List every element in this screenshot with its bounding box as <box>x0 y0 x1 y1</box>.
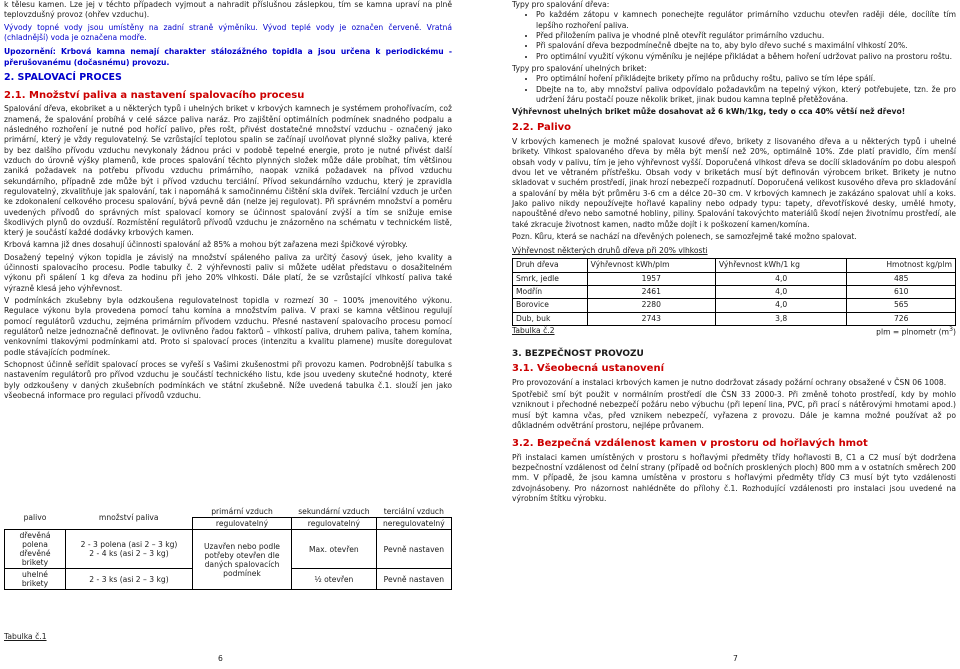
table-cell: 1957 <box>587 272 715 285</box>
table-cell: 3,8 <box>715 312 846 325</box>
table-header: Druh dřeva <box>513 259 588 272</box>
section-3-heading: 3. BEZPEČNOST PROVOZU <box>512 348 644 359</box>
table-cell: uhelné brikety <box>5 569 66 590</box>
section-2-2-heading: 2.2. Palivo <box>512 122 572 134</box>
page-number-left: 6 <box>218 654 223 663</box>
table-2-footer <box>512 326 956 338</box>
intro-paragraph: k tělesu kamen. Lze jej v téchto případech vyjmout a nahradit příslušnou záslepkou, tím se kamna upraví na plně teplovzdušný provoz (ohřev vzduchu). <box>4 0 452 20</box>
table-header: sekundární vzduch <box>298 507 370 516</box>
table-cell: Borovice <box>513 299 588 312</box>
general-paragraph-2: Spotřebič smí být použit v normálním prostředí dle ČSN 33 2000-3. Při změně tohoto prostředí, kdy by mohlo vzniknout i přechodné nebezpečí požáru nebo výbuchu (při lepení lina, PVC, při prací s nátěrovými hmotami apod.) musí být kamna včas, před vznikem nebezpečí, vyřazena z provozu. Dále je kamna možné používat až po důkladném odvětrání prostoru, nejlépe průvanem. <box>512 390 956 430</box>
table-cell: Dub, buk <box>513 312 588 325</box>
table-cell: 2280 <box>587 299 715 312</box>
table-cell: dřevěná polena dřevěné brikety <box>5 530 66 569</box>
table-2-note <box>876 326 956 338</box>
table-2-note-end: ) <box>953 327 956 337</box>
table-cell: 2461 <box>587 286 715 299</box>
table-cell: Smrk, jedle <box>513 272 588 285</box>
briquette-warning: Výhřevnost uhelných briket může dosahovat až 6 kWh/1kg, tedy o cca 40% větší než dřevo! <box>512 107 906 117</box>
wood-tips-title: Typy pro spalování dřeva: <box>512 0 610 9</box>
table-header: množství paliva <box>98 513 159 522</box>
table-subheader: regulovatelný <box>193 518 292 530</box>
warning-paragraph: Upozornění: Krbová kamna nemají charakter stálozážného topidla a jsou určena k periodickému - přerušovanému (dočasnému) provozu. <box>4 47 452 67</box>
table-cell: 4,0 <box>715 286 846 299</box>
table-row <box>513 299 956 312</box>
settings-paragraph: Schopnost účinně seřídit spalovací proces se vyřeší s Vašimi zkušenostmi při provozu kamen. Podrobnější tabulka s nastavením regulátorů pro přívod vzduchu je součástí technického listu, kde jsou uvedeny skutečné hodnoty, které byly odzkoušeny v daných zkušebních podmínkách ve státní zkušebně. Níže uvedená tabulka č.1. slouží jen jako všeobecná informace pro regulaci přívodů vzduchu. <box>4 359 452 400</box>
wood-heat-table <box>512 258 956 326</box>
section-2-1-heading: 2.1. Množství paliva a nastavení spalovacího procesu <box>4 89 305 101</box>
fuel-paragraph: V krbových kamenech je možné spalovat kusové dřevo, brikety z lisovaného dřeva a u některých typů i uhelné brikety. Vlhkost spalovaného dřeva by měla být menší než 20%, optimálně 10%. Zde platí pravidlo, čím menší obsah vody v palivu, tím je jeho výhřevnost vyšší. Doporučená vlhkost dřeva se docílí skladováním po dobu alespoň dvou let ve větraném přístřešku. Obsah vody v briketách musí být definován výrobcem briket. Brikety je nutno skladovat v suchém prostředí, jinak hrozí nebezpečí rozpadnutí. Doporučená velikost kusového dřeva pro skladování a spalování by měla být průměru 3-6 cm a délce 20–30 cm. V krbových kamnech je zakázáno spalovat uhlí a koks. Jako palivo nikdy nepoužívejte hořlavé kapaliny nebo odpady typu: tapety, dřevotřískové desky, umělé hmoty, napouštěné dřevo nebo samotné hobliny, piliny. Spalování takovýchto materiálů škodí nejen životnímu prostředí, ale také zkracuje životnost kamen, nadto může dojít i k poškození kamen/komína. <box>512 137 956 229</box>
table-cell: Max. otevřen <box>292 530 377 569</box>
table-header: primární vzduch <box>211 507 273 516</box>
table-cell: ½ otevřen <box>292 569 377 590</box>
section-3-1-heading: 3.1. Všeobecná ustanovení <box>512 363 664 375</box>
table-cell: Uzavřen nebo podle potřeby otevřen dle daných spalovacích podmínek <box>193 530 292 590</box>
list-item: • Po každém zátopu v kamnech ponechejte regulátor primárního vzduchu otevřen raději déle, docílíte tím lepšího rozhoření paliva. <box>536 10 956 31</box>
table-2-note-text: plm = plnometr (m <box>876 327 949 337</box>
list-item: • Dbejte na to, aby množství paliva odpovídalo požadavkům na tepelný výkon, který potřebujete, tzn. že pro udržení žáru postačí pouze několik briket, jinak budou kamna teplně přetěžována. <box>536 85 956 106</box>
list-item: • Pro optimální využití výkonu výměníku je nejlépe přikládat a během hoření udržovat palivo na prostoru roštu. <box>536 52 956 62</box>
table-subheader: neregulovatelný <box>376 518 451 530</box>
efficiency-paragraph: Krbová kamna již dnes dosahují účinnosti spalování až 85% a mohou být zařazena mezi špičkové výrobky. <box>4 240 408 250</box>
table-subheader: regulovatelný <box>292 518 377 530</box>
regulation-paragraph: V podmínkách zkušebny byla odzkoušena regulovatelnost topidla v rozmezí 30 – 100% jmenovitého výkonu. Regulace výkonu byla provedena pomocí tahu komína a množstvím paliva. V praxi se kamna většinou regulují pomocí regulátorů vzduchu, zejména primárním přívodem vzduchu. Přesné nastavení spalovacího procesu pomocí regulátorů nelze jednoznačně definovat. Je ovlivněno řadou faktorů – vlhkostí paliva, druhem paliva, tahem komína, venkovními tlakovými podmínkami atd. Proto si spalovací proces (intenzitu a kvalitu plamene) musíte doregulovat podle stávajících podmínek. <box>4 296 452 357</box>
left-page <box>4 0 452 403</box>
page-number-right: 7 <box>733 654 738 663</box>
list-item: • Pro optimální hoření přikládejte brikety přímo na průduchy roštu, palivo se tím lépe spálí. <box>536 74 956 84</box>
water-outlets-paragraph: Vývody topné vody jsou umístěny na zadní straně výměníku. Vývod teplé vody je označen červeně. Vratná (chladnější) voda je označena modře. <box>4 22 452 42</box>
table-cell: 565 <box>847 299 956 312</box>
table-cell-line: 2 - 3 polena (asi 2 – 3 kg) <box>80 540 178 549</box>
table-cell: 610 <box>847 286 956 299</box>
table-cell: 2743 <box>587 312 715 325</box>
list-item: • Před přiložením paliva je vhodné plně otevřít regulátor primárního vzduchu. <box>536 31 956 41</box>
distance-paragraph: Při instalaci kamen umístěných v prostoru s hořlavými předměty třídy hořlavosti B, C1 a C2 musí být dodržena bezpečnostní vzdálenost od čelní strany (případě od bočních prosklených ploch) 800 mm a v ostatních směrech 200 mm. V případě, že jsou kamna umístěna v prostoru s hořlavými předměty třídy C3 musí být tyto vzdálenosti zdvojnásobeny. Pro názornost nahlédněte do přílohy č.1. Rozhodující vzdálenosti pro instalaci jsou uvedené na výrobním štítku výrobku. <box>512 452 956 504</box>
table-header: Výhřevnost kWh/plm <box>587 259 715 272</box>
section-2-heading: 2. SPALOVACÍ PROCES <box>4 71 122 83</box>
table-2-title: Výhřevnost některých druhů dřeva při 20% vlhkosti <box>512 246 708 256</box>
table-row <box>513 286 956 299</box>
table-cell: Pevně nastaven <box>376 569 451 590</box>
general-paragraph-1: Pro provozování a instalaci krbových kamen je nutno dodržovat zásady požární ochrany obsažené v ČSN 06 1008. <box>512 377 947 387</box>
table-header: terciální vzduch <box>383 507 444 516</box>
note-paragraph: Pozn. Kůru, která se nachází na dřevěných polenech, se samozřejmě také možno spalovat. <box>512 231 857 241</box>
table-row <box>513 312 956 325</box>
table-cell: Modřín <box>513 286 588 299</box>
table-2-caption: Tabulka č.2 <box>512 326 555 336</box>
table-cell: 726 <box>847 312 956 325</box>
list-item: • Při spalování dřeva bezpodmínečně dbejte na to, aby bylo dřevo suché s maximální vlhkostí 20%. <box>536 41 956 51</box>
table-cell: 2 - 3 ks (asi 2 – 3 kg) <box>66 569 193 590</box>
heat-output-paragraph: Dosažený tepelný výkon topidla je závislý na množství spáleného paliva za určitý časový úsek, jeho kvality a účinnosti spalovacího procesu. Podle tabulky č. 2 výhřevnosti paliv si můžete udělat představu o dosažitelném výkonu při spálení 1 kg dřeva za hodinu při jeho 20% vlhkosti. Dále platí, že se vzrůstající vlhkostí paliva také výrazně klesá jeho výhřevnost. <box>4 252 452 293</box>
section-3-2-heading: 3.2. Bezpečná vzdálenost kamen v prostoru od hořlavých hmot <box>512 438 868 450</box>
table-header: palivo <box>23 513 47 522</box>
briquette-tips-title: Typy pro spalování uhelných briket: <box>512 63 647 73</box>
table-cell: 4,0 <box>715 272 846 285</box>
table-row <box>513 272 956 285</box>
table-cell: Pevně nastaven <box>376 530 451 569</box>
briquette-tips-list <box>512 74 956 105</box>
right-page <box>512 0 956 506</box>
table-cell: 4,0 <box>715 299 846 312</box>
table-cell <box>66 530 193 569</box>
table-cell-line: 2 - 4 ks (asi 2 – 3 kg) <box>89 549 169 558</box>
wood-tips-list <box>512 10 956 62</box>
combustion-paragraph: Spalování dřeva, ekobriket a u některých typů i uhelných briket v krbových kamnech je systémem prohořívacím, což znamená, že spalování probíhá v celé sázce paliva naráz. Pro zajištění optimálních podmínek snadného podpalu a následného rozhoření je nutné pod hořící palivo, přes rošt, přivést dostatečné množství vzduchu - označený jako primární, který je vždy regulovatelný. Se vzrůstající teplotou spalin se začínají uvolňovat plynné složky paliva, které by bez dalšího přívodu vzduchu nevykonaly žádnou práci v podobě tepelné energie, proto je nutné přivést další vzduch do úrovně výšky plamenů, kde proces spalování těchto plynných složek může dále probíhat, tím většinou zaniká požadavek na potřebu přívodu vzduchu primárního, naopak vzniká požadavek na přívod vzduchu sekundárního, případně zde může být i přívod vzduchu terciální. Přívod sekundárního vzduchu, který je zpravidla regulovatelný, zkvalitňuje jak spalování, tak i napomáhá k samočinnému čištění skla dvířek. Terciální vzduch je určen ke zdokonalení celkového procesu spalování, bývá pevně dán (nelze jej regulovat). Při správném množství a poměru uvedených přívodů do správných míst spalovací komory se účinnost spalování zvýší a tím se snižuje emise škodlivých plynů do ovzduší. Rozmístění regulátorů přívodů vzduchu je znázorněno na schématu v technickém listě, který je součástí každé dodávky krbových kamen. <box>4 104 452 238</box>
table-cell: 485 <box>847 272 956 285</box>
table-2-note-sup: 3 <box>949 326 954 334</box>
table-header: Hmotnost kg/plm <box>847 259 956 272</box>
air-regulation-table <box>4 506 452 590</box>
table-header: Výhřevnost kWh/1 kg <box>715 259 846 272</box>
table-1-caption: Tabulka č.1 <box>4 632 47 641</box>
